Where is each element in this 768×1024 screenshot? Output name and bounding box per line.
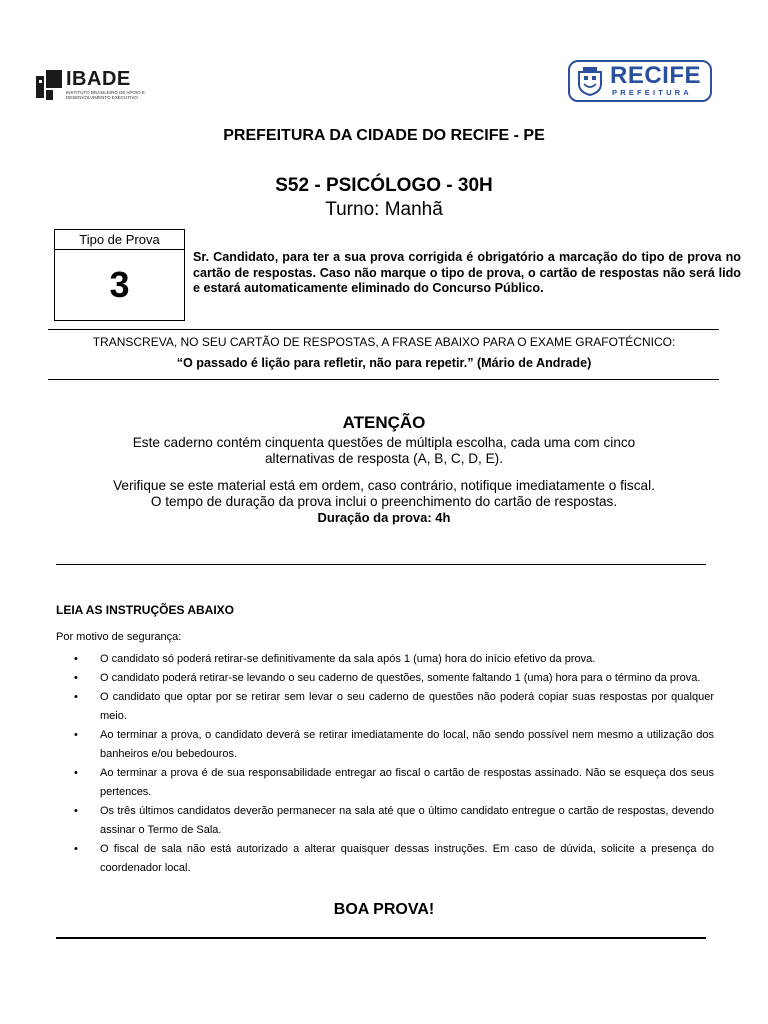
ibade-logo [36,70,146,102]
instruction-text: Os três últimos candidatos deverão permanecer na sala até que o último candidato entregue o cartão de respostas, devendo assinar o Termo de Sala. [100,805,714,836]
list-item [56,840,714,878]
bullet-icon: • [74,843,78,855]
cargo-title: S52 - PSICÓLOGO - 30H [275,175,493,196]
grafotecnico-instruction: TRANSCREVA, NO SEU CARTÃO DE RESPOSTAS, A FRASE ABAIXO PARA O EXAME GRAFOTÉCNICO: [92,335,676,349]
tipo-prova-box [54,229,185,321]
instruction-text: Ao terminar a prova, o candidato deverá se retirar imediatamente do local, não sendo possível nem mesmo a utilização dos banheiros e/ou bebedouros. [100,729,714,760]
instruction-text: Ao terminar a prova é de sua responsabilidade entregar ao fiscal o cartão de respostas assinado. Não se esqueça dos seus pertences. [100,767,714,798]
bullet-icon: • [74,672,78,684]
instructions-heading: LEIA AS INSTRUÇÕES ABAIXO [56,603,235,617]
list-item [56,802,714,840]
instruction-text: O fiscal de sala não está autorizado a alterar quaisquer dessas instruções. Em caso de dúvida, solicite a presença do coordenador local. [100,843,714,874]
tipo-prova-number: 3 [109,264,130,305]
ibade-logo-subtitle: INSTITUTO BRASILEIRO DE APOIO E DESENVOLVIMENTO EXECUTIVO [66,90,145,100]
instruction-text: O candidato só poderá retirar-se definitivamente da sala após 1 (uma) hora do início efetivo da prova. [100,653,596,665]
atencao-heading: ATENÇÃO [342,413,426,432]
atencao-text: Este caderno contém cinquenta questões de múltipla escolha, cada uma com cinco [132,435,636,450]
page-title: PREFEITURA DA CIDADE DO RECIFE - PE [223,127,545,144]
list-item [56,669,714,688]
grafotecnico-quote: “O passado é lição para refletir, não para repetir.” (Mário de Andrade) [176,356,592,370]
bullet-icon: • [74,805,78,817]
bullet-icon: • [74,653,78,665]
bullet-icon: • [74,767,78,779]
list-item [56,688,714,726]
tipo-prova-label: Tipo de Prova [55,230,184,250]
instructions-intro: Por motivo de segurança: [56,631,182,643]
bullet-icon: • [74,691,78,703]
divider [56,937,706,939]
divider [56,564,706,565]
divider [48,329,719,330]
instruction-text: O candidato que optar por se retirar sem levar o seu caderno de questões não poderá copiar suas respostas por qualquer meio. [100,691,714,722]
recife-prefeitura-logo [568,60,712,102]
divider [48,379,719,380]
recife-logo-name: RECIFE [610,62,702,89]
turno-label: Turno: Manhã [325,199,443,220]
ibade-mark-icon [36,70,62,100]
duracao-prova: Duração da prova: 4h [317,510,451,525]
list-item [56,726,714,764]
recife-logo-subtitle: PREFEITURA [612,88,692,97]
boa-prova-heading: BOA PROVA! [333,901,435,918]
atencao-text: alternativas de resposta (A, B, C, D, E). [265,451,503,466]
list-item [56,650,714,669]
list-item [56,764,714,802]
instructions-list [56,650,714,878]
bullet-icon: • [74,729,78,741]
recife-crest-icon [576,66,604,96]
atencao-text: Verifique se este material está em ordem, caso contrário, notifique imediatamente o fiscal. [113,478,655,493]
candidate-notice: Sr. Candidato, para ter a sua prova corrigida é obrigatório a marcação do tipo de prova no cartão de respostas. Caso não marque o tipo de prova, o cartão de respostas não será lido e estará automaticamente eliminado do Concurso Público. [193,250,741,295]
atencao-text: O tempo de duração da prova inclui o preenchimento do cartão de respostas. [150,494,618,509]
instruction-text: O candidato poderá retirar-se levando o seu caderno de questões, somente faltando 1 (uma) hora para o término da prova. [100,672,701,684]
ibade-logo-name: IBADE [66,68,131,90]
